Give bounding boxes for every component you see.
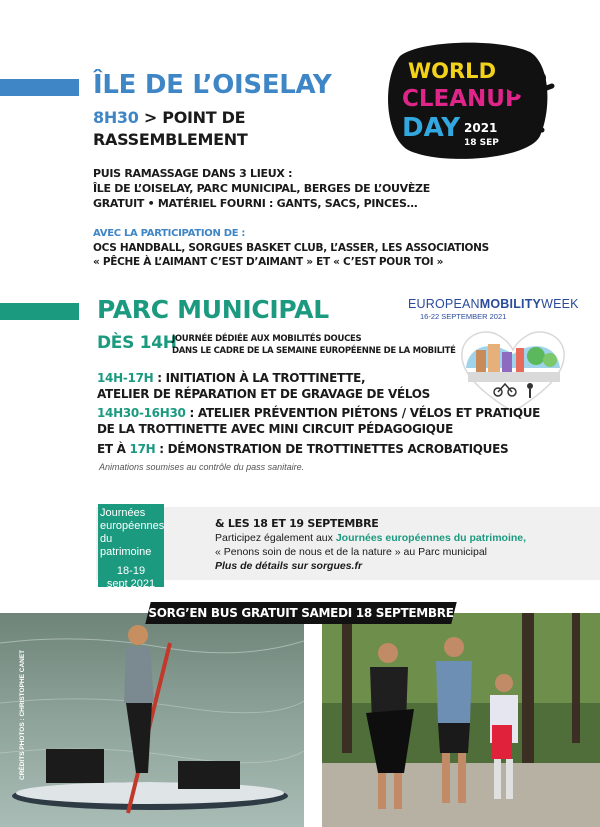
patrimoine-line-2: « Penons soin de nous et de la nature » au Parc municipal: [215, 546, 488, 558]
world-cleanup-day-logo: [380, 38, 562, 164]
paddleboard-photo: [0, 613, 304, 827]
section1-details: [93, 166, 430, 211]
wcd-line3: DAY: [402, 113, 461, 143]
activity-3: [97, 441, 508, 457]
activity-3-time: 17H: [129, 442, 156, 456]
activity-1-text: : INITIATION À LA TROTTINETTE,: [153, 371, 366, 385]
wcd-date: 18 SEP: [464, 138, 499, 148]
emw-word2: MOBILITY: [479, 297, 542, 311]
mobility-heart-illustration-icon: [458, 328, 568, 416]
participation-line-1: OCS HANDBALL, SORGUES BASKET CLUB, L’ASSER, LES ASSOCIATIONS: [93, 242, 489, 254]
participation-line-2: « PÊCHE À L’AIMANT C’EST D’AIMANT » ET « C’EST POUR TOI »: [93, 256, 444, 268]
photo-credit: CRÉDITS PHOTOS : CHRISTOPHE CANET: [19, 649, 26, 780]
section2-title: PARC MUNICIPAL: [97, 295, 329, 324]
participation-label: AVEC LA PARTICIPATION DE :: [93, 228, 246, 239]
patrimoine-box-dates-1: 18-19: [116, 565, 146, 577]
section1-meeting-time: [93, 107, 313, 151]
section2-start-time: DÈS 14H: [97, 333, 177, 353]
cleanup-volunteers-photo: [322, 613, 600, 827]
patrimoine-box-line-1: Journées: [100, 507, 146, 519]
section2-start-description: [172, 333, 456, 357]
activity-2-time: 14H30-16H30: [97, 406, 186, 420]
details-line-3: GRATUIT • MATÉRIEL FOURNI : GANTS, SACS, PINCES…: [93, 197, 418, 210]
emw-title: [408, 297, 579, 311]
activity-3-text: : DÉMONSTRATION DE TROTTINETTES ACROBATIQUES: [155, 442, 509, 456]
patrimoine-box-line-2: européennes: [100, 520, 165, 532]
section1-accent-bar: [0, 79, 79, 96]
activity-3-prefix: ET À: [97, 442, 130, 456]
section2-accent-bar: [0, 303, 79, 320]
patrimoine-line-1: [215, 532, 526, 544]
european-mobility-week-logo: [408, 297, 579, 321]
bus-banner: SORG’EN BUS GRATUIT SAMEDI 18 SEPTEMBRE: [148, 606, 454, 620]
activity-2-text: : ATELIER PRÉVENTION PIÉTONS / VÉLOS ET PRATIQUE: [185, 406, 541, 420]
patrimoine-heading: & LES 18 ET 19 SEPTEMBRE: [215, 517, 379, 530]
sanitary-pass-note: Animations soumises au contrôle du pass sanitaire.: [99, 462, 305, 472]
activity-1: [97, 370, 430, 402]
start-desc-line-2: DANS LE CADRE DE LA SEMAINE EUROPÉENNE DE LA MOBILITÉ: [172, 346, 456, 356]
section1-title: ÎLE DE L’OISELAY: [93, 70, 332, 100]
meeting-time-separator: >: [143, 108, 157, 127]
patrimoine-website-link[interactable]: Plus de détails sur sorgues.fr: [215, 560, 363, 572]
details-line-1: PUIS RAMASSAGE DANS 3 LIEUX :: [93, 167, 293, 180]
wcd-line2: CLEANUP: [402, 86, 522, 112]
participation-list: [93, 241, 489, 269]
wcd-year: 2021: [464, 121, 498, 135]
patrimoine-box-dates-2: sept 2021: [106, 578, 156, 590]
emw-word1: EUROPEAN: [408, 297, 480, 311]
patrimoine-logo-box: [98, 504, 165, 590]
wcd-line1: WORLD: [408, 59, 496, 83]
activity-1-time: 14H-17H: [97, 371, 154, 385]
details-line-2: ÎLE DE L’OISELAY, PARC MUNICIPAL, BERGES DE L’OUVÈZE: [93, 182, 430, 195]
start-desc-line-1: JOURNÉE DÉDIÉE AUX MOBILITÉS DOUCES: [172, 334, 362, 344]
meeting-time-value: 8H30: [93, 108, 139, 127]
emw-dates: 16-22 SEPTEMBER 2021: [420, 312, 507, 321]
patrimoine-box-line-3: du patrimoine: [100, 533, 152, 558]
activity-2: [97, 405, 540, 437]
patrimoine-line-1-highlight: Journées européennes du patrimoine,: [335, 532, 527, 544]
activity-2-text-2: DE LA TROTTINETTE AVEC MINI CIRCUIT PÉDAGOGIQUE: [97, 422, 454, 436]
activity-1-text-2: ATELIER DE RÉPARATION ET DE GRAVAGE DE VÉLOS: [97, 387, 431, 401]
patrimoine-line-1-pre: Participez également aux: [215, 532, 336, 544]
emw-word3: WEEK: [541, 297, 579, 311]
meeting-time-text: POINT DE RASSEMBLEMENT: [93, 108, 248, 149]
